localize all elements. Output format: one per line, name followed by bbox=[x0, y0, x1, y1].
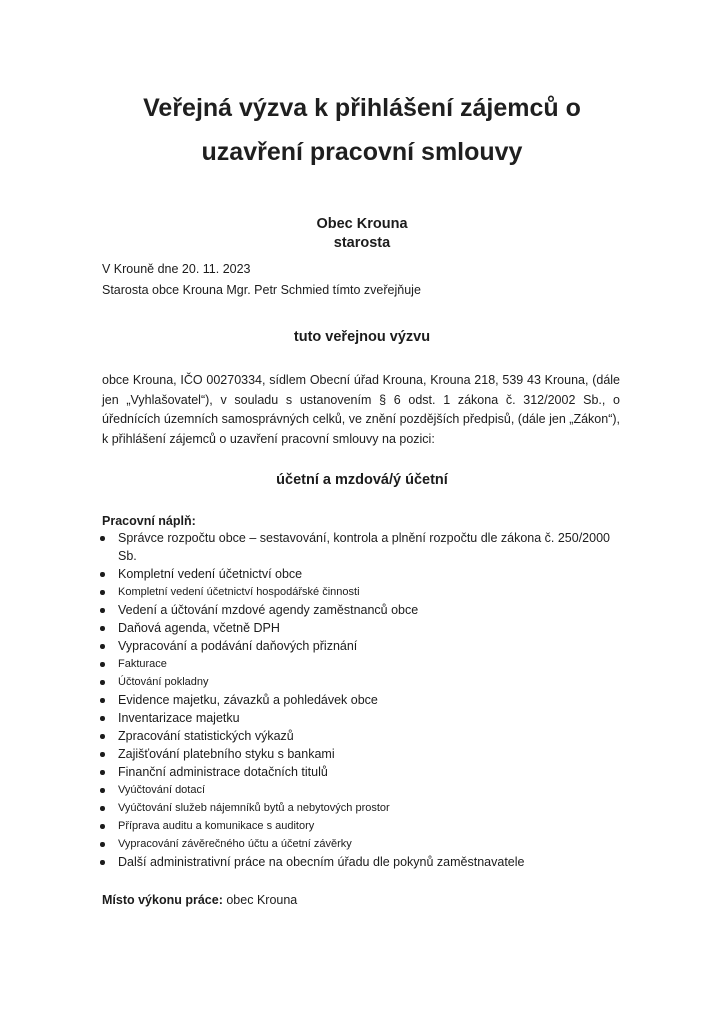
workplace bbox=[102, 893, 297, 907]
issuer-role: starosta bbox=[333, 235, 391, 251]
duty-item: Vypracování a podávání daňových přiznání bbox=[102, 637, 622, 655]
duties-label: Pracovní náplň: bbox=[102, 514, 196, 528]
duties-list bbox=[102, 529, 622, 871]
duty-item: Příprava auditu a komunikace s auditory bbox=[102, 817, 622, 835]
duty-item: Vyúčtování dotací bbox=[102, 781, 622, 799]
duty-item: Vypracování závěrečného účtu a účetní závěrky bbox=[102, 835, 622, 853]
position-title: účetní a mzdová/ý účetní bbox=[276, 472, 448, 488]
duty-item: Vyúčtování služeb nájemníků bytů a nebytových prostor bbox=[102, 799, 622, 817]
intro-paragraph: obce Krouna, IČO 00270334, sídlem Obecní úřad Krouna, Krouna 218, 539 43 Krouna, (dále jen „Vyhlašovatel“), v souladu s ustanovením § 6 odst. 1 zákona č. 312/2002 Sb., o úřednících územních samosprávných celků, ve znění pozdějších předpisů, (dále jen „Zákon“), k přihlášení zájemců o uzavření pracovní smlouvy na pozici: bbox=[102, 373, 620, 446]
duty-item: Kompletní vedení účetnictví obce bbox=[102, 565, 622, 583]
duty-item: Inventarizace majetku bbox=[102, 709, 622, 727]
title-line-2: uzavření pracovní smlouvy bbox=[201, 138, 523, 166]
duty-item: Zajišťování platebního styku s bankami bbox=[102, 745, 622, 763]
duty-item: Zpracování statistických výkazů bbox=[102, 727, 622, 745]
place-date: V Krouně dne 20. 11. 2023 bbox=[102, 262, 251, 276]
duty-item: Kompletní vedení účetnictví hospodářské činnosti bbox=[102, 583, 622, 601]
duty-item: Daňová agenda, včetně DPH bbox=[102, 619, 622, 637]
workplace-value: obec Krouna bbox=[226, 893, 298, 907]
announcer-line: Starosta obce Krouna Mgr. Petr Schmied tímto zveřejňuje bbox=[102, 283, 421, 297]
duty-item: Správce rozpočtu obce – sestavování, kontrola a plnění rozpočtu dle zákona č. 250/2000 Sb. bbox=[102, 529, 622, 565]
title-line-1: Veřejná výzva k přihlášení zájemců o bbox=[143, 94, 581, 122]
call-heading: tuto veřejnou výzvu bbox=[293, 329, 431, 345]
duty-item: Evidence majetku, závazků a pohledávek obce bbox=[102, 691, 622, 709]
issuer-name: Obec Krouna bbox=[316, 216, 408, 232]
duty-item: Fakturace bbox=[102, 655, 622, 673]
duty-item: Další administrativní práce na obecním úřadu dle pokynů zaměstnavatele bbox=[102, 853, 622, 871]
duty-item: Účtování pokladny bbox=[102, 673, 622, 691]
duty-item: Finanční administrace dotačních titulů bbox=[102, 763, 622, 781]
duty-item: Vedení a účtování mzdové agendy zaměstnanců obce bbox=[102, 601, 622, 619]
workplace-label: Místo výkonu práce: bbox=[102, 893, 223, 907]
document-title bbox=[60, 86, 664, 174]
